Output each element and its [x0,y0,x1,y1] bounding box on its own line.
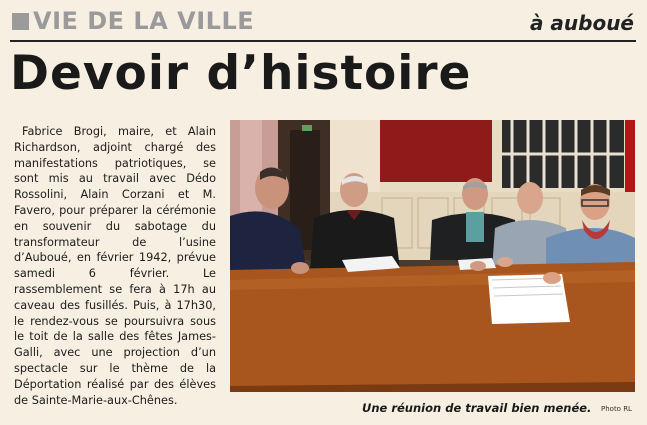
article-body: Fabrice Brogi, maire, et Alain Richardson, adjoint chargé des manifestations patriotiques, se sont mis au travail avec Dédo Rossolini, Alain Corzani et M. Favero, pour préparer la cérémonie en souvenir du sabotage du transformateur de l’usine d’Auboué, en février 1942, prévue samedi 6 février. Le rassemblement se fera à 17h au caveau des fusillés. Puis, à 17h30, le rendez-vous se poursuivra sous le toit de la salle des fêtes James-Galli, avec une projection d’un spectacle sur le thème de la Déportation réalisé par des élèves de Sainte-Marie-aux-Chênes. [14,125,216,407]
article-photo [230,120,635,392]
headline: Devoir d’histoire [10,46,472,101]
photo-caption: Une réunion de travail bien menée. [362,401,592,415]
meeting-photo-illustration [230,120,635,392]
photo-credit: Photo RL [601,405,632,413]
section-header [10,6,636,42]
section-square-icon [12,13,29,30]
section-name: VIE DE LA VILLE [33,7,255,35]
locality-label: à auboué [529,11,634,35]
